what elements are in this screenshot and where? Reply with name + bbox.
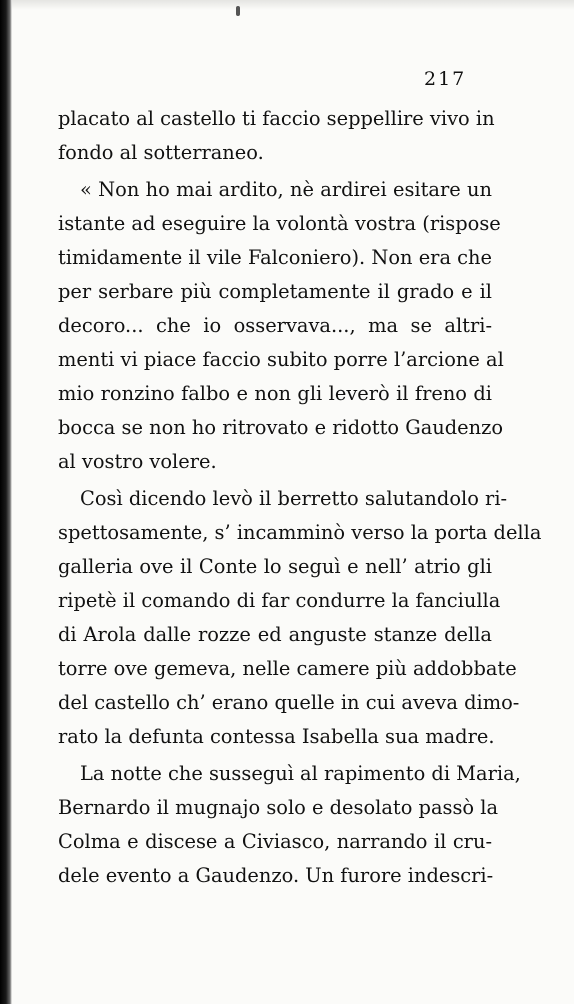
text-line: decoro... che io osservava..., ma se altri-: [58, 314, 492, 337]
text-line: dele evento a Gaudenzo. Un furore indescri-: [58, 864, 494, 887]
page-binding-edge: [0, 0, 12, 1004]
text-line: « Non ho mai ardito, nè ardirei esitare un: [80, 178, 492, 201]
text-line: ripetè il comando di far condurre la fanciulla: [58, 589, 501, 612]
text-line: timidamente il vile Falconiero). Non era che: [58, 246, 492, 269]
text-line: rato la defunta contessa Isabella sua madre.: [58, 725, 495, 748]
text-line: placato al castello ti faccio seppellire vivo in: [58, 107, 495, 130]
text-line: istante ad eseguire la volontà vostra (rispose: [58, 212, 501, 235]
text-line: Bernardo il mugnajo solo e desolato passò la: [58, 796, 499, 819]
text-line: del castello ch’ erano quelle in cui aveva dimo-: [58, 691, 520, 714]
text-line: menti vi piace faccio subito porre l’arcione al: [58, 348, 504, 371]
paragraph: [58, 482, 542, 754]
text-line: La notte che susseguì al rapimento di Maria,: [80, 762, 521, 785]
ink-speck: [236, 6, 240, 16]
text-line: galleria ove il Conte lo seguì e nell’ atrio gli: [58, 555, 492, 578]
text-line: di Arola dalle rozze ed anguste stanze della: [58, 623, 492, 646]
text-line: Così dicendo levò il berretto salutandolo ri-: [80, 487, 508, 510]
text-line: al vostro volere.: [58, 450, 217, 473]
text-line: spettosamente, s’ incamminò verso la porta della: [58, 521, 542, 544]
page-top-shadow: [12, 0, 574, 10]
paragraph: [58, 757, 521, 893]
text-line: Colma e discese a Civiasco, narrando il cru-: [58, 830, 492, 853]
paragraph: [58, 173, 504, 479]
paragraph: [58, 102, 495, 170]
text-line: per serbare più completamente il grado e il: [58, 280, 492, 303]
text-line: torre ove gemeva, nelle camere più addobbate: [58, 657, 517, 680]
text-line: mio ronzino falbo e non gli leverò il freno di: [58, 382, 492, 405]
page-number: 217: [424, 68, 467, 90]
text-line: fondo al sotterraneo.: [58, 141, 264, 164]
body-text: [58, 102, 542, 893]
text-line: bocca se non ho ritrovato e ridotto Gaudenzo: [58, 416, 504, 439]
